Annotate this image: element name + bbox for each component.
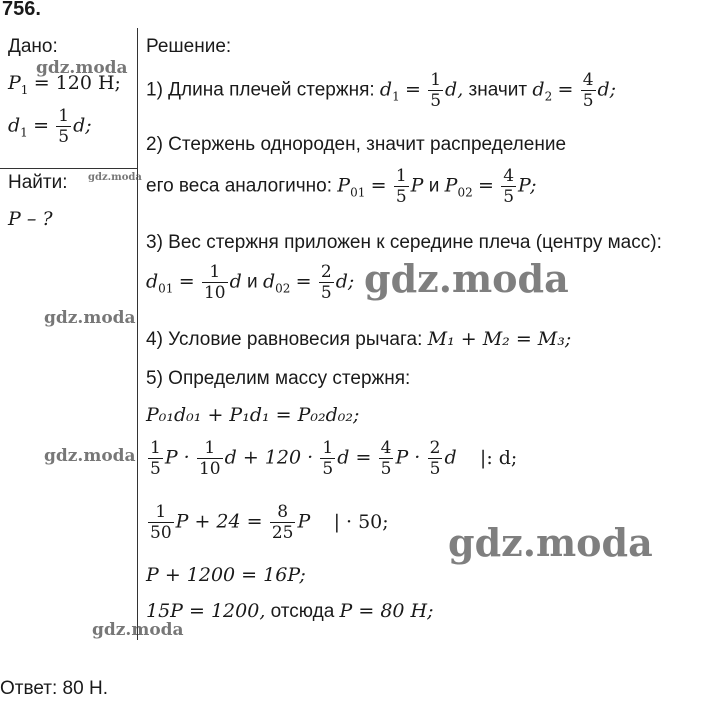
step-5: 5) Определим массу стержня: bbox=[146, 368, 411, 389]
answer: Ответ: 80 Н. bbox=[0, 678, 108, 699]
step-1: 1) Длина плечей стержня: $d_1$ = $\frac{1}{5}$ d, значит $d_2$ = $\frac{4}{5}$ d; bbox=[146, 70, 617, 111]
find-item: P – ? bbox=[8, 208, 53, 230]
step-3b: $d_{01}$ = $\frac{1}{10}$ d и $d_{02}$ = $\frac{2}{5}$ d; bbox=[146, 262, 355, 303]
step-4: 4) Условие равновесия рычага: M₁ + M₂ = M₃; bbox=[146, 328, 572, 350]
solution-label: Решение: bbox=[146, 36, 232, 57]
watermark: gdz.moda bbox=[88, 172, 142, 183]
find-label: Найти: bbox=[8, 172, 68, 193]
given-d1: $d_1$ = $\frac{1}{5}$ d; bbox=[8, 106, 92, 147]
equation-3: $\frac{1}{50}$ P + 24 = $\frac{8}{25}$ P | · 50; bbox=[150, 502, 389, 543]
equation-1: P₀₁d₀₁ + P₁d₁ = P₀₂d₀₂; bbox=[146, 404, 360, 426]
step-2a: 2) Стержень однороден, значит распределение bbox=[146, 134, 567, 155]
given-label: Дано: bbox=[8, 36, 58, 57]
equation-2: $\frac{1}{5}$ P · $\frac{1}{10}$ d + 120 · $\frac{1}{5}$ d = $\frac{4}{5}$ P · $\frac{2}{5}$ d |: d; bbox=[150, 438, 518, 479]
step-3a: 3) Вес стержня приложен к середине плеча (центру масс): bbox=[146, 232, 662, 253]
watermark: gdz.moda bbox=[92, 620, 184, 640]
watermark: gdz.moda bbox=[364, 256, 569, 301]
watermark: gdz.moda bbox=[44, 446, 136, 466]
column-divider bbox=[137, 28, 138, 640]
given-divider bbox=[0, 168, 137, 169]
problem-number: 756. bbox=[2, 0, 41, 20]
equation-5: 15P = 1200, отсюда P = 80 Н; bbox=[146, 600, 434, 622]
watermark: gdz.moda bbox=[36, 58, 128, 78]
equation-4: P + 1200 = 16P; bbox=[146, 564, 306, 586]
watermark: gdz.moda bbox=[448, 520, 653, 565]
step-2b: его веса аналогично: $P_{01}$ = $\frac{1}{5}$ P и $P_{02}$ = $\frac{4}{5}$ P; bbox=[146, 166, 537, 207]
watermark: gdz.moda bbox=[44, 308, 136, 328]
given-p1: $P_1 = 120$ Н; bbox=[8, 72, 121, 97]
